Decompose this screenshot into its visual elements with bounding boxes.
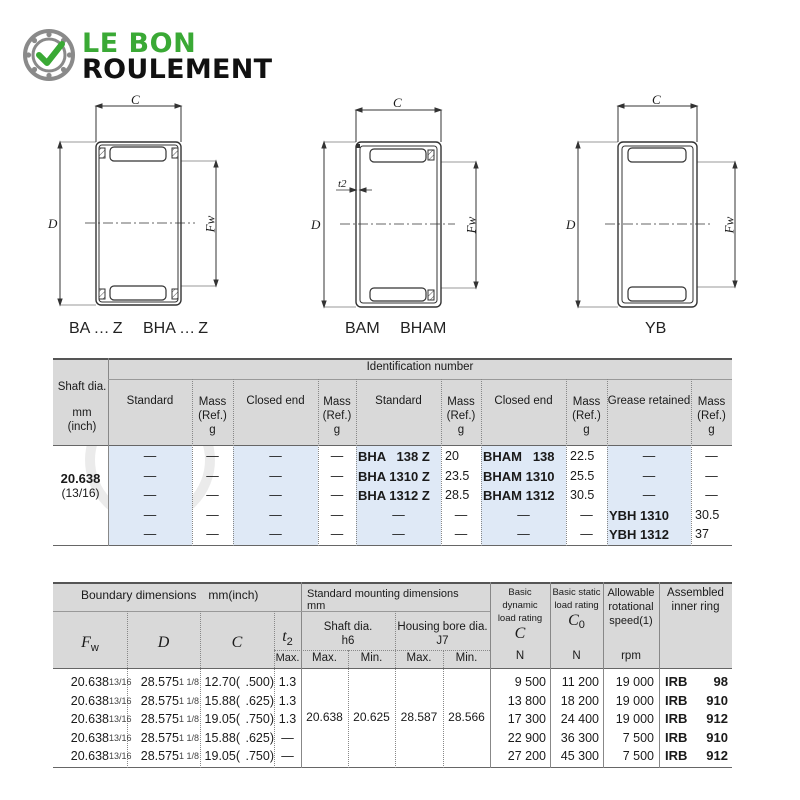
- c0-cell: 11 200: [561, 675, 599, 689]
- col-mass-1: Mass: [198, 396, 227, 408]
- identification-cell: —: [206, 507, 219, 522]
- housing-max: Max.: [406, 652, 432, 664]
- logo: [22, 26, 302, 86]
- d-inch-cell: 1 1/8: [179, 732, 200, 743]
- col-standard-2: Standard: [375, 395, 422, 407]
- identification-cell: YBH 1310: [609, 507, 669, 523]
- c-inch-cell: .500): [245, 675, 274, 689]
- d-inch-cell: 1 1/8: [179, 751, 200, 761]
- fw-cell: 20.638: [70, 730, 109, 745]
- inner-ring-cell: 910: [706, 729, 728, 745]
- c-cell: 15.88(: [204, 693, 240, 708]
- fig1-c-label: C: [131, 92, 140, 107]
- identification-cell: —: [206, 527, 219, 541]
- speed-cell: 19 000: [615, 693, 654, 708]
- d-inch-cell: 1 1/8: [179, 714, 200, 724]
- irb-cell: IRB: [665, 711, 688, 726]
- fig3-d-label: D: [566, 217, 576, 232]
- col-closed-end-1: Closed end: [246, 395, 305, 407]
- d-cell: 28.575: [140, 675, 179, 689]
- identification-cell: 23.5: [445, 468, 470, 483]
- fw-cell: 20.638: [70, 693, 109, 708]
- col-g-5: g: [708, 424, 715, 436]
- identification-cell: —: [330, 507, 344, 522]
- identification-cell: —: [454, 507, 468, 522]
- housing-bore-header: Housing bore dia.: [397, 621, 488, 633]
- col-mass-5: Mass: [697, 396, 726, 408]
- identification-cell: —: [143, 449, 157, 463]
- d-cell: 28.575: [140, 693, 179, 708]
- dimensions-rows: [53, 673, 732, 766]
- c-cell: 19.05(: [204, 712, 240, 726]
- c-inch-cell: .750): [245, 712, 274, 726]
- irb-cell: IRB: [665, 729, 688, 745]
- identification-cell: —: [705, 449, 718, 463]
- basic-static-label2: load rating: [554, 600, 599, 611]
- shaft-dia-value: 20.638: [60, 471, 101, 486]
- identification-cell: —: [330, 488, 344, 502]
- t2-header: t: [282, 628, 287, 645]
- col-mass-2: Mass: [323, 396, 351, 408]
- identification-cell: —: [143, 527, 157, 541]
- identification-row: [108, 467, 732, 487]
- t2-cell: —: [281, 749, 294, 763]
- figure-bam: [322, 108, 478, 307]
- shaft-dia-inch: (13/16): [61, 486, 100, 500]
- identification-cell: BHAM 138: [483, 449, 555, 464]
- housing-max-value: 28.587: [400, 710, 438, 724]
- speed-cell: 7 500: [622, 749, 654, 763]
- shaft-max: Max.: [312, 652, 337, 664]
- c-symbol: C: [514, 625, 526, 642]
- identification-cell: 30.5: [695, 507, 720, 522]
- c0-symbol: C: [568, 612, 579, 629]
- fw-inch-cell: 13/16: [109, 677, 132, 687]
- fig3-fw-label: Fw: [721, 216, 737, 234]
- h6-label: h6: [341, 635, 355, 647]
- c-header: C: [231, 634, 243, 651]
- fw-inch-cell: 13/16: [109, 714, 132, 724]
- t2-cell: 1.3: [278, 712, 297, 726]
- c0-cell: 18 200: [560, 693, 599, 708]
- identification-row: [108, 447, 732, 467]
- identification-row: [108, 486, 732, 506]
- c0-unit: N: [572, 650, 581, 662]
- col-ref-3: (Ref.): [446, 410, 476, 422]
- identification-cell: —: [143, 468, 157, 483]
- fig1-caption: BA … Z BHA … Z: [69, 320, 209, 337]
- shaft-min-value: 20.625: [353, 710, 390, 724]
- identification-cell: —: [642, 449, 656, 463]
- col-g-1: g: [209, 424, 216, 436]
- allowable-label: Allowable: [607, 587, 655, 599]
- c-inch-cell: .625): [245, 730, 274, 745]
- identification-row: [108, 506, 732, 526]
- fw-header-sub: w: [90, 642, 99, 655]
- identification-table: [53, 358, 732, 546]
- col-closed-end-2: Closed end: [494, 395, 553, 407]
- d-inch-cell: 1 1/8: [179, 695, 200, 706]
- dimensions-row: [53, 729, 732, 748]
- fig2-caption: BAM BHAM: [345, 320, 447, 337]
- col-standard-1: Standard: [126, 395, 174, 407]
- t2-cell: —: [281, 730, 294, 745]
- shaft-dia-header: Shaft dia.: [323, 621, 373, 633]
- identification-cell: BHAM 1310: [483, 468, 555, 484]
- col-ref-5: (Ref.): [697, 410, 726, 422]
- c0-sub: 0: [578, 618, 585, 631]
- fig2-c-label: C: [393, 95, 402, 110]
- identification-cell: —: [705, 488, 718, 502]
- identification-row: [108, 525, 732, 545]
- shaft-min: Min.: [360, 652, 383, 664]
- fig3-c-label: C: [652, 92, 661, 107]
- speed-label: speed(1): [609, 615, 653, 627]
- inner-ring-label: inner ring: [671, 601, 720, 613]
- identification-cell: —: [206, 488, 219, 502]
- mounting-dimensions-label: Standard mounting dimensions mm: [307, 588, 476, 612]
- assembled-label: Assembled: [667, 587, 724, 599]
- c-inch-cell: .750): [245, 749, 274, 763]
- identification-cell: YBH 1312: [609, 527, 669, 542]
- d-inch-cell: 1 1/8: [179, 677, 200, 687]
- identification-cell: —: [206, 468, 219, 483]
- speed-cell: 7 500: [622, 730, 654, 745]
- fw-header: F: [81, 634, 91, 651]
- col-g-4: g: [583, 424, 590, 436]
- identification-cell: 30.5: [570, 488, 595, 502]
- c-cell: 15.88(: [204, 730, 240, 745]
- inner-ring-cell: 98: [713, 674, 728, 689]
- shaft-dia-label: Shaft dia.: [57, 381, 107, 393]
- identification-cell: BHAM 1312: [483, 488, 555, 503]
- fw-inch-cell: 13/16: [109, 732, 132, 743]
- speed-cell: 19 000: [615, 675, 654, 689]
- col-ref-1: (Ref.): [198, 410, 227, 422]
- identification-cell: —: [454, 527, 468, 541]
- identification-cell: —: [517, 507, 530, 522]
- housing-min-value: 28.566: [448, 710, 485, 724]
- d-cell: 28.575: [140, 730, 179, 745]
- basic-dynamic-label2: load rating: [497, 613, 543, 624]
- cr-cell: 27 200: [507, 749, 546, 763]
- c-cell: 12.70(: [204, 675, 240, 689]
- identification-cell: —: [705, 468, 718, 483]
- d-cell: 28.575: [140, 712, 179, 726]
- col-ref-4: (Ref.): [572, 410, 601, 422]
- fw-cell: 20.638: [70, 712, 109, 726]
- identification-cell: BHA 1310 Z: [358, 468, 430, 484]
- cr-cell: 17 300: [507, 712, 546, 726]
- identification-cell: —: [269, 468, 282, 483]
- identification-cell: —: [330, 449, 344, 463]
- d-header: D: [157, 634, 170, 651]
- fw-cell: 20.638: [70, 675, 109, 689]
- identification-cell: 25.5: [570, 468, 595, 483]
- identification-cell: —: [642, 468, 656, 483]
- j7-label: J7: [436, 635, 449, 647]
- housing-min: Min.: [455, 652, 478, 664]
- cr-cell: 22 900: [507, 730, 546, 745]
- irb-cell: IRB: [665, 674, 688, 689]
- inner-ring-cell: 910: [706, 692, 728, 708]
- t2-max: Max.: [275, 652, 300, 664]
- c-inch-cell: .625): [245, 693, 274, 708]
- identification-cell: —: [580, 527, 593, 541]
- inner-ring-cell: 912: [706, 748, 728, 763]
- col-ref-2: (Ref.): [322, 410, 352, 422]
- identification-cell: —: [206, 449, 219, 463]
- basic-static-label: Basic static: [552, 587, 601, 598]
- t2-header-sub: 2: [286, 636, 293, 649]
- bearing-check-icon: [22, 28, 76, 82]
- col-grease-retained: Grease retained: [607, 395, 691, 407]
- c0-cell: 45 300: [560, 749, 599, 763]
- identification-cell: 37: [695, 527, 709, 541]
- cr-cell: 9 500: [514, 675, 546, 689]
- d-cell: 28.575: [140, 749, 179, 763]
- identification-cell: —: [269, 527, 282, 541]
- fw-inch-cell: 13/16: [109, 695, 132, 706]
- identification-cell: —: [580, 507, 593, 522]
- identification-cell: 22.5: [570, 449, 595, 463]
- fig1-fw-label: Fw: [202, 215, 218, 233]
- identification-cell: —: [269, 488, 282, 502]
- irb-cell: IRB: [665, 748, 688, 763]
- t2-cell: 1.3: [278, 675, 297, 689]
- figure-ba-z: [58, 104, 218, 305]
- logo-line1: LE BON: [82, 28, 197, 59]
- identification-cell: —: [269, 507, 282, 522]
- identification-cell: BHA 1312 Z: [358, 488, 430, 503]
- cr-cell: 13 800: [507, 693, 546, 708]
- dimensions-row: [53, 673, 732, 692]
- c0-cell: 36 300: [560, 730, 599, 745]
- identification-cell: —: [392, 527, 405, 541]
- bearing-drawings: [0, 85, 800, 345]
- basic-dynamic-label: Basic dynamic: [502, 587, 538, 611]
- fig2-t2-label: t2: [338, 178, 347, 190]
- fw-cell: 20.638: [70, 749, 109, 763]
- c-cell: 19.05(: [204, 749, 240, 763]
- dimensions-row: [53, 710, 732, 729]
- shaft-unit-mm: mm: [72, 407, 92, 419]
- identification-cell: —: [143, 488, 157, 502]
- dimensions-row: [53, 692, 732, 711]
- col-g-3: g: [457, 424, 465, 436]
- identification-cell: —: [330, 468, 344, 483]
- identification-cell: 20: [445, 449, 459, 463]
- fw-inch-cell: 13/16: [109, 751, 132, 761]
- identification-rows: [108, 447, 732, 545]
- fig1-d-label: D: [48, 216, 58, 231]
- fig2-d-label: D: [311, 217, 321, 232]
- boundary-dimensions-label: Boundary dimensions mm(inch): [81, 588, 259, 602]
- t2-cell: 1.3: [278, 693, 297, 708]
- col-g-2: g: [333, 424, 341, 436]
- dimensions-row: [53, 747, 732, 766]
- rotational-label: rotational: [608, 601, 654, 613]
- figure-yb: [576, 104, 737, 307]
- fig3-caption: YB: [645, 320, 667, 337]
- identification-cell: BHA 138 Z: [358, 449, 430, 464]
- col-mass-4: Mass: [572, 396, 601, 408]
- identification-cell: —: [143, 507, 157, 522]
- speed-cell: 19 000: [615, 712, 654, 726]
- identification-number-label: Identification number: [366, 361, 474, 373]
- identification-cell: —: [642, 488, 656, 502]
- inner-ring-cell: 912: [706, 711, 728, 726]
- identification-cell: —: [517, 527, 530, 541]
- identification-cell: —: [269, 449, 282, 463]
- c0-cell: 24 400: [560, 712, 599, 726]
- logo-line2: ROULEMENT: [82, 54, 273, 85]
- col-mass-3: Mass: [447, 396, 475, 408]
- shaft-max-value: 20.638: [306, 710, 343, 724]
- fig2-fw-label: Fw: [463, 216, 479, 234]
- dimensions-table: [53, 582, 732, 768]
- shaft-unit-inch: (inch): [67, 421, 97, 433]
- speed-unit: rpm: [621, 650, 641, 662]
- irb-cell: IRB: [665, 692, 688, 708]
- identification-cell: —: [392, 507, 405, 522]
- identification-cell: 28.5: [445, 488, 470, 502]
- identification-cell: —: [330, 527, 344, 541]
- cr-unit: N: [515, 650, 525, 662]
